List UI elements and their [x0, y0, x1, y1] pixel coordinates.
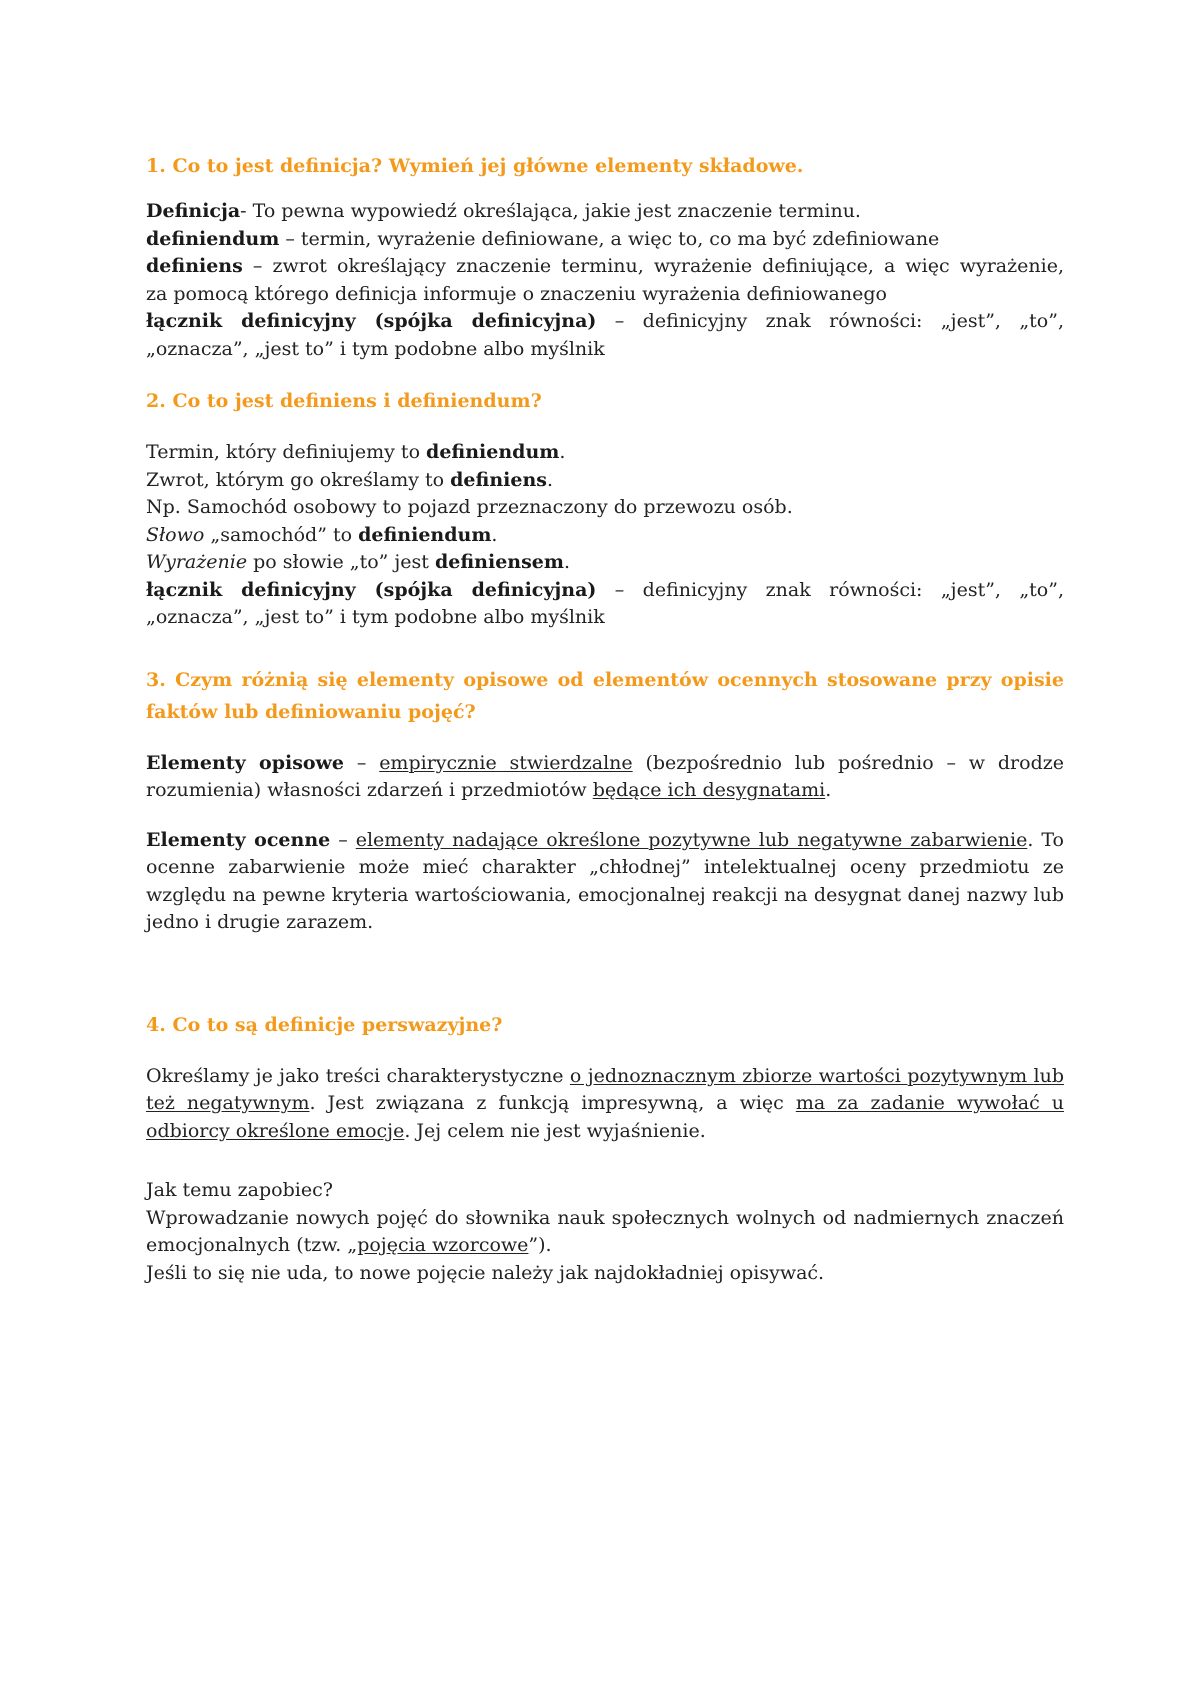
perswazyjne-underlined-1: o jednoznacznym zbiorze wartości pozytywnym lub też negatywnym — [146, 1064, 1064, 1114]
definicja-term: Definicja — [146, 200, 241, 222]
lacznik-line-2-s2 — [146, 604, 1064, 632]
wprowadzanie-paragraph — [146, 1205, 1064, 1260]
termin-text: Termin, który definiujemy to — [146, 441, 427, 463]
document-page — [146, 150, 1064, 1287]
lacznik-term: łącznik definicyjny (spójka definicyjna) — [146, 310, 597, 332]
zwrot-post: . — [546, 468, 554, 491]
opisowe-underlined-2: będące ich desygnatami — [592, 779, 826, 801]
wprowadzanie-post: ”). — [528, 1234, 552, 1256]
slowo-post: . — [491, 523, 498, 546]
perswazyjne-text-2: . Jest związana z funkcją impresywną, a więc — [309, 1092, 796, 1114]
termin-line — [146, 439, 1064, 467]
definiendum-line — [146, 226, 1064, 254]
wprowadzanie-text: Wprowadzanie nowych pojęć do słownika nauk społecznych wolnych od nadmiernych znaczeń emocjonalnych (tzw. „ — [146, 1206, 1064, 1256]
perswazyjne-text-3: . Jej celem nie jest wyjaśnienie. — [404, 1119, 706, 1142]
perswazyjne-text-1: Określamy je jako treści charakterystyczne — [146, 1064, 570, 1087]
perswazyjne-underlined-2: ma za zadanie wywołać u odbiorcy określone emocje — [146, 1092, 1064, 1142]
ocenne-text: . To ocenne zabarwienie może mieć charakter „chłodnej” intelektualnej oceny przedmiotu ze względu na pewne kryteria wartościowania, emocjonalnej reakcji na desygnat danej nazwy lub jedno i drugie zarazem. — [146, 828, 1064, 933]
slowo-bold: definiendum — [358, 523, 492, 546]
jesli-line: Jeśli to się nie uda, to nowe pojęcie należy jak najdokładniej opisywać. — [146, 1261, 825, 1284]
lacznik-text-s2: – definicyjny znak równości: „jest”, „to”, — [596, 578, 1064, 601]
lacznik-line-2 — [146, 336, 1064, 364]
zwrot-line — [146, 467, 1064, 495]
section-2-body — [146, 439, 1064, 632]
elementy-ocenne-paragraph — [146, 827, 1064, 937]
wyrazenie-italic: Wyrażenie — [146, 551, 248, 573]
opisowe-term: Elementy opisowe — [146, 751, 345, 774]
definiens-text: – zwrot określający znaczenie terminu, wyrażenie definiujące, a więc wyrażenie, — [242, 255, 1064, 277]
pojecia-wzorcowe-underlined: pojęcia wzorcowe — [357, 1234, 529, 1256]
definiendum-term: definiendum — [146, 227, 280, 250]
section-3-heading: 3. Czym różnią się elementy opisowe od elementów ocennych stosowane przy opisie faktów lub definiowaniu pojęć? — [146, 668, 1064, 723]
elementy-opisowe-paragraph — [146, 750, 1064, 805]
wyrazenie-bold: definiensem — [434, 551, 564, 573]
opisowe-post: . — [825, 779, 832, 801]
opisowe-underlined-1: empirycznie stwierdzalne — [379, 751, 633, 774]
lacznik-text-continued-s2: „oznacza”, „jest to” i tym podobne albo myślnik — [146, 606, 605, 628]
section-4-heading: 4. Co to są definicje perswazyjne? — [146, 1013, 503, 1036]
zwrot-text: Zwrot, którym go określamy to — [146, 468, 451, 491]
definiens-text-continued: za pomocą którego definicja informuje o znaczeniu wyrażenia definiowanego — [146, 282, 887, 305]
lacznik-text-continued: „oznacza”, „jest to” i tym podobne albo myślnik — [146, 337, 605, 360]
section-2-heading: 2. Co to jest definiens i definiendum? — [146, 390, 542, 412]
ocenne-term: Elementy ocenne — [146, 828, 331, 851]
lacznik-text: – definicyjny znak równości: „jest”, „to”, — [596, 310, 1064, 332]
definicja-line — [146, 198, 1064, 226]
section-1-body — [146, 198, 1064, 363]
definicja-text: - To pewna wypowiedź określająca, jakie jest znaczenie terminu. — [240, 200, 861, 222]
opisowe-dash: – — [344, 751, 380, 774]
opisowe-text: (bezpośrednio lub pośrednio – w drodze rozumienia) własności zdarzeń i przedmiotów — [146, 751, 1064, 801]
perswazyjne-paragraph — [146, 1063, 1064, 1146]
slowo-italic: Słowo — [146, 523, 205, 546]
termin-post: . — [559, 441, 566, 463]
definiens-line-2 — [146, 281, 1064, 309]
lacznik-term-s2: łącznik definicyjny (spójka definicyjna) — [146, 578, 597, 601]
wyrazenie-post: . — [563, 551, 571, 573]
definiendum-text: – termin, wyrażenie definiowane, a więc to, co ma być zdefiniowane — [279, 227, 940, 250]
question-line: Jak temu zapobiec? — [146, 1179, 333, 1201]
definiens-term: definiens — [146, 255, 243, 277]
section-1-heading: 1. Co to jest definicja? Wymień jej główne elementy składowe. — [146, 155, 804, 177]
wyrazenie-line — [146, 549, 1064, 577]
termin-bold: definiendum — [426, 441, 560, 463]
definiens-line — [146, 253, 1064, 281]
ocenne-dash: – — [330, 828, 356, 851]
example-line: Np. Samochód osobowy to pojazd przeznaczony do przewozu osób. — [146, 496, 793, 518]
ocenne-underlined: elementy nadające określone pozytywne lub negatywne zabarwienie — [355, 828, 1028, 851]
wyrazenie-text: po słowie „to” jest — [247, 551, 435, 573]
zwrot-bold: definiens — [450, 468, 547, 491]
slowo-line — [146, 522, 1064, 550]
lacznik-line — [146, 308, 1064, 336]
slowo-text: „samochód” to — [204, 523, 359, 546]
lacznik-line-s2 — [146, 577, 1064, 605]
